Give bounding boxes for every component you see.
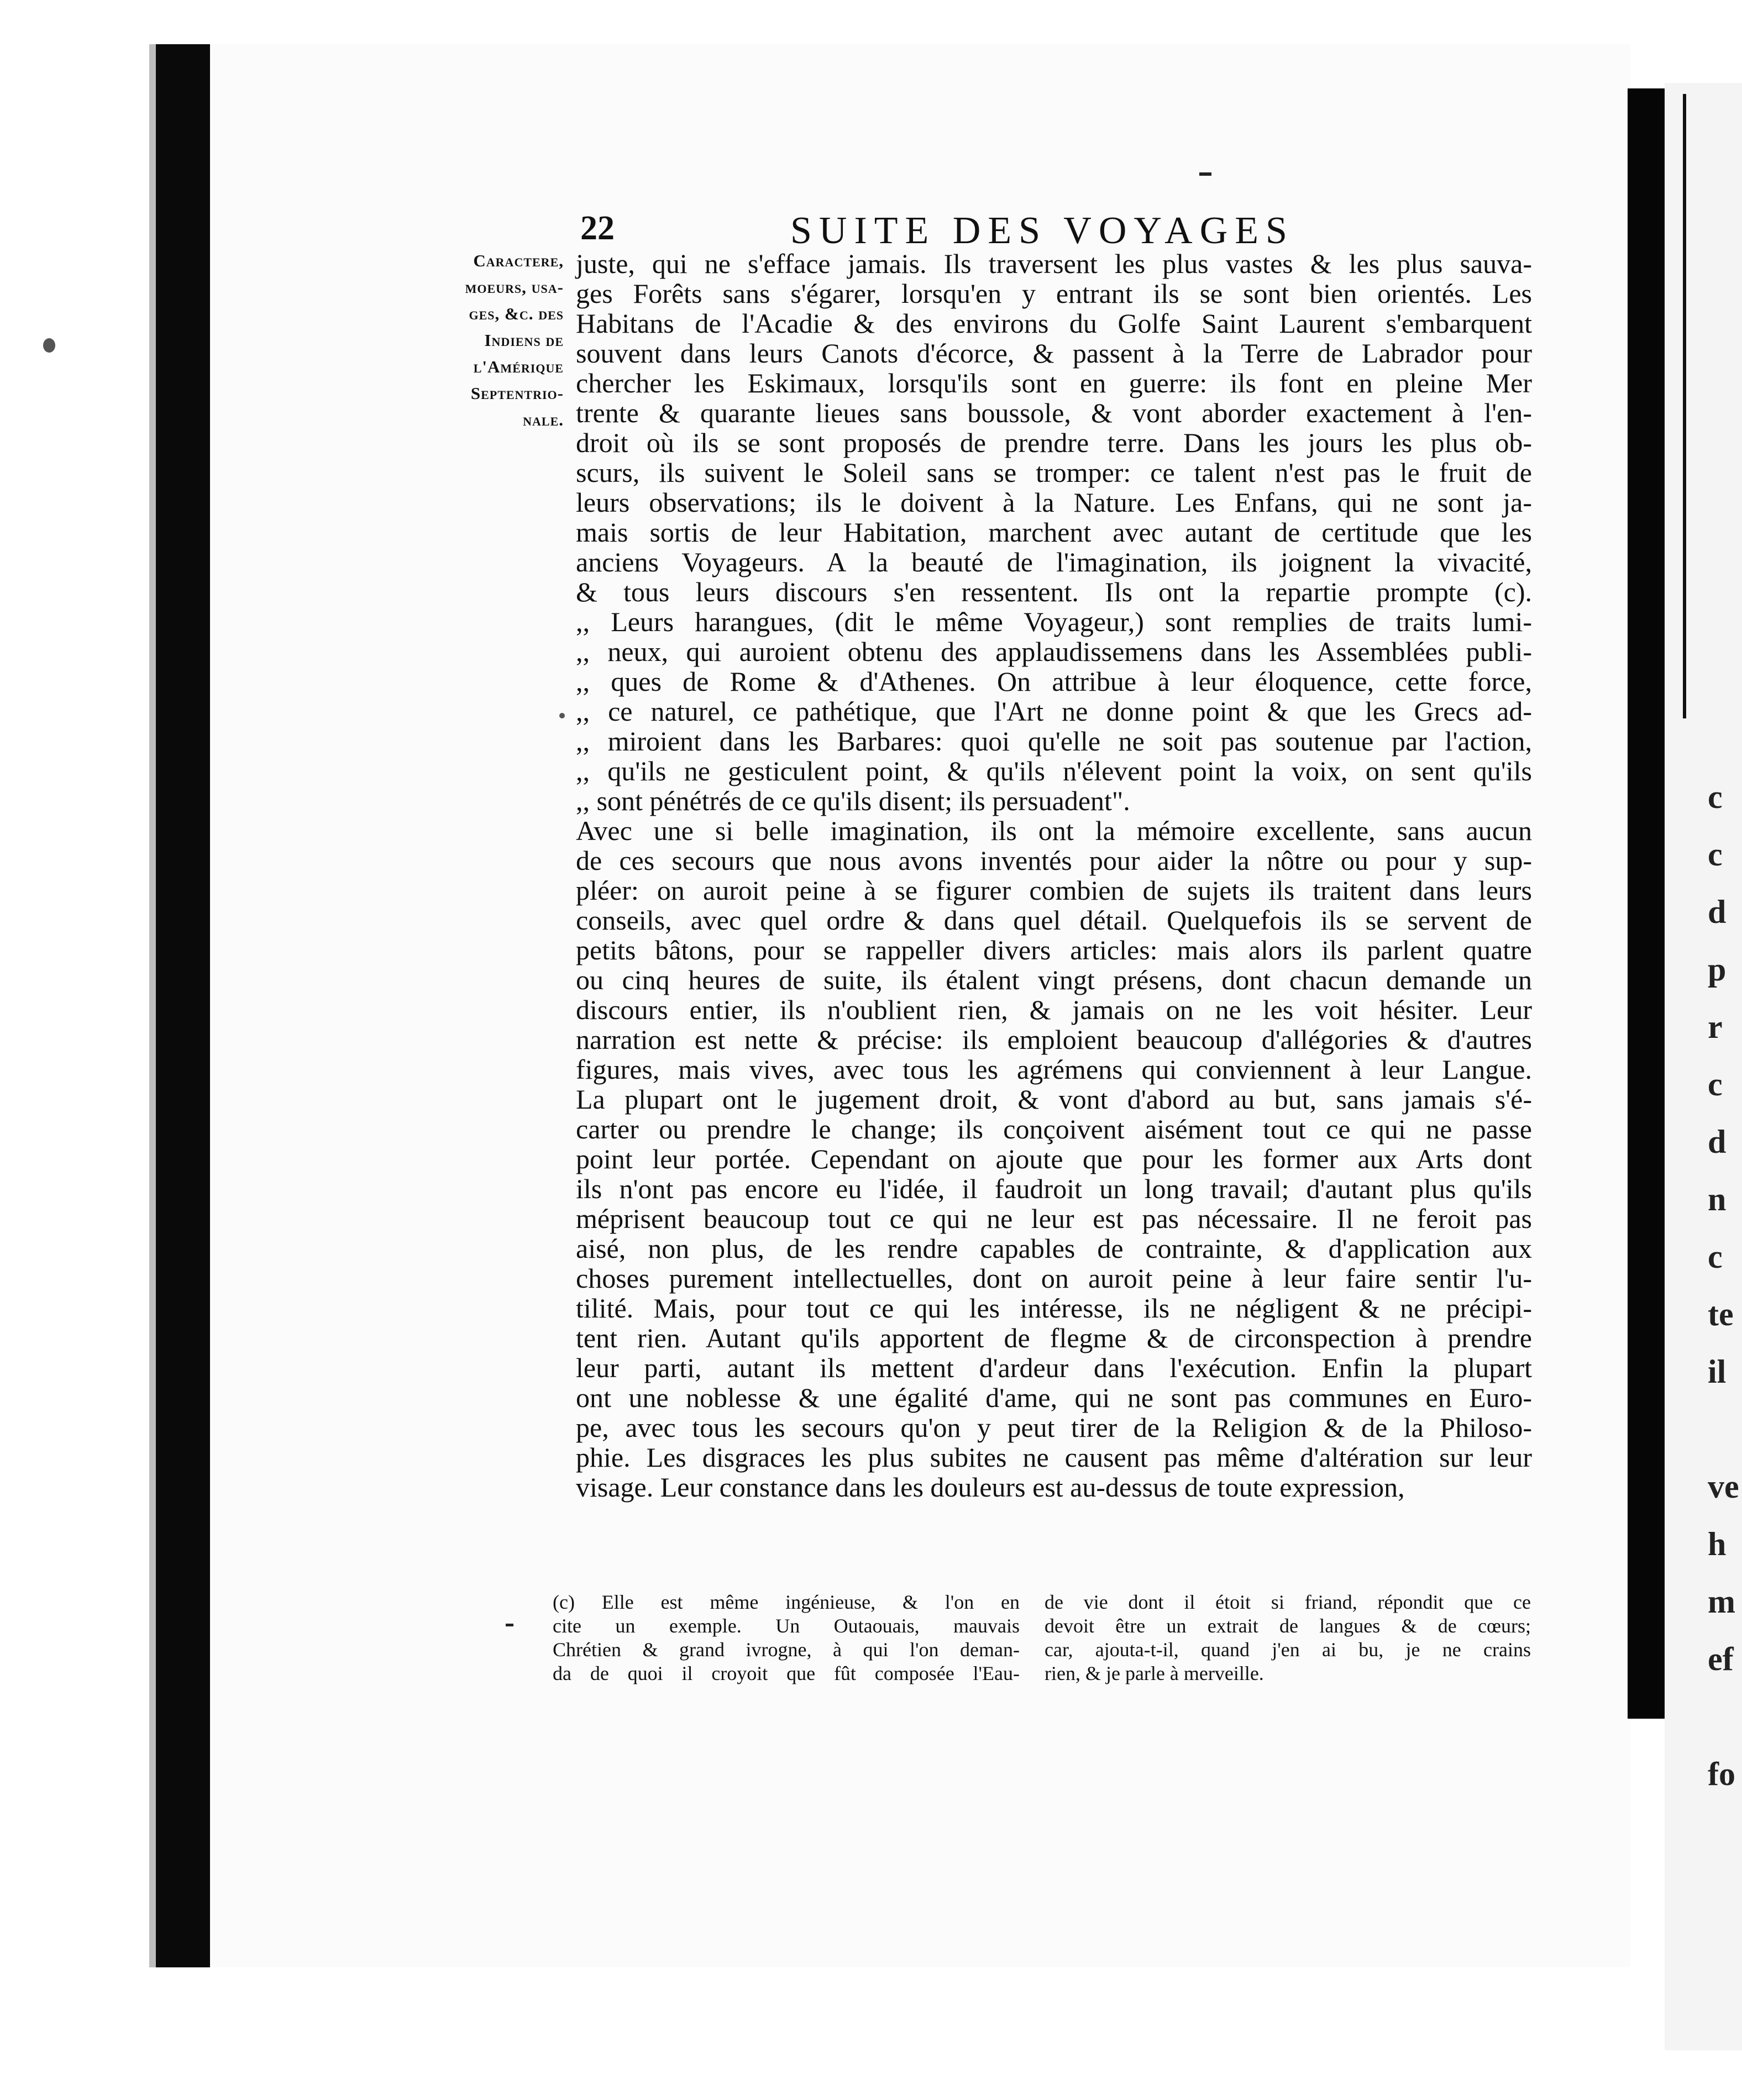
marginal-note-line: moeurs, usa-	[465, 277, 564, 297]
text-line: pléer: on auroit peine à se figurer combien de sujets ils traitent dans leurs	[576, 875, 1532, 906]
facing-page-fragment: d	[1708, 894, 1727, 930]
marginal-note-line: Caractere,	[473, 251, 564, 270]
text-line: scurs, ils suivent le Soleil sans se tromper: ce talent n'est pas le fruit de	[576, 457, 1532, 488]
text-line: carter ou prendre le change; ils conçoivent aisément tout ce qui ne passe	[576, 1114, 1532, 1144]
facing-page-fragment: h	[1708, 1526, 1727, 1562]
text-line: Habitans de l'Acadie & des environs du Golfe Saint Laurent s'embarquent	[576, 308, 1532, 339]
marginal-note-line: Indiens de	[484, 330, 564, 350]
footnote-line: (c) Elle est même ingénieuse, & l'on en	[553, 1591, 1020, 1613]
facing-page-fragment: n	[1708, 1181, 1727, 1217]
marginal-note	[419, 248, 564, 433]
text-line: chercher les Eskimaux, lorsqu'ils sont en guerre: ils font en pleine Mer	[576, 368, 1532, 398]
facing-page-fragment: fo	[1708, 1756, 1735, 1792]
text-line: anciens Voyageurs. A la beauté de l'imagination, ils joignent la vivacité,	[576, 547, 1532, 578]
footnote-line: Chrétien & grand ivrogne, à qui l'on deman-	[553, 1639, 1020, 1661]
text-line: tilité. Mais, pour tout ce qui les intéresse, ils ne négligent & ne précipi-	[576, 1293, 1532, 1324]
facing-page-fragment: ef	[1708, 1641, 1734, 1677]
facing-page-fragment	[1708, 1400, 1742, 1458]
facing-page-fragment: r	[1708, 1009, 1723, 1045]
marginal-note-line: nale.	[523, 410, 564, 429]
marginal-note-line: l'Amérique	[473, 357, 564, 376]
text-line: discours entier, ils n'oublient rien, & jamais on ne les voit hésiter. Leur	[576, 994, 1532, 1025]
facing-page-fragment: c	[1708, 779, 1723, 815]
marginal-note-line: Septentrio-	[470, 384, 564, 403]
text-line: souvent dans leurs Canots d'écorce, & passent à la Terre de Labrador pour	[576, 338, 1532, 369]
main-text-block	[576, 249, 1532, 1502]
text-line: La plupart ont le jugement droit, & vont d'abord au but, sans jamais s'é-	[576, 1084, 1532, 1115]
footnote-line: devoit être un extrait de langues & de cœurs;	[1045, 1615, 1531, 1637]
text-line: choses purement intellectuelles, dont on auroit peine à leur faire sentir l'u-	[576, 1263, 1532, 1294]
facing-page-fragment: c	[1708, 1238, 1723, 1275]
text-line: ont une noblesse & une égalité d'ame, qui ne sont pas communes en Euro-	[576, 1382, 1532, 1413]
page-number: 22	[580, 209, 615, 247]
text-line: ,, ques de Rome & d'Athenes. On attribue à leur éloquence, cette force,	[576, 666, 1532, 697]
text-line: ils n'ont pas encore eu l'idée, il faudroit un long travail; d'autant plus qu'ils	[576, 1173, 1532, 1204]
footnote-column-left	[553, 1590, 1020, 1686]
facing-page-gutter	[1628, 88, 1666, 1719]
text-line: leurs observations; ils le doivent à la Nature. Les Enfans, qui ne sont ja-	[576, 487, 1532, 518]
facing-page-fragment: te	[1708, 1296, 1734, 1332]
text-line: leur parti, autant ils mettent d'ardeur dans l'exécution. Enfin la plupart	[576, 1352, 1532, 1383]
text-line: tent rien. Autant qu'ils apportent de flegme & de circonspection à prendre	[576, 1322, 1532, 1353]
running-title: SUITE DES VOYAGES	[790, 209, 1294, 252]
text-line: pe, avec tous les secours qu'on y peut tirer de la Religion & de la Philoso-	[576, 1412, 1532, 1443]
text-line: droit où ils se sont proposés de prendre terre. Dans les jours les plus ob-	[576, 427, 1532, 458]
text-line: Avec une si belle imagination, ils ont la mémoire excellente, sans aucun	[576, 815, 1532, 846]
facing-page-fragment: il	[1708, 1353, 1727, 1390]
text-line: ,, sont pénétrés de ce qu'ils disent; ils persuadent".	[576, 785, 1130, 816]
text-line: conseils, avec quel ordre & dans quel détail. Quelquefois ils se servent de	[576, 905, 1532, 936]
text-line: ,, neux, qui auroient obtenu des applaudissemens dans les Assemblées publi-	[576, 636, 1532, 667]
footnote-line: car, ajouta-t-il, quand j'en ai bu, je ne crains	[1045, 1639, 1531, 1661]
text-line: figures, mais vives, avec tous les agrémens qui conviennent à leur Langue.	[576, 1054, 1532, 1085]
text-line: de ces secours que nous avons inventés pour aider la nôtre ou pour y sup-	[576, 845, 1532, 876]
facing-page-fragment	[1708, 1688, 1742, 1745]
text-line: narration est nette & précise: ils emploient beaucoup d'allégories & d'autres	[576, 1024, 1532, 1055]
text-line: ou cinq heures de suite, ils étalent vingt présens, dont chacun demande un	[576, 964, 1532, 995]
text-line: mais sortis de leur Habitation, marchent avec autant de certitude que les	[576, 517, 1532, 548]
facing-page-fragment: d	[1708, 1124, 1727, 1160]
text-line: juste, qui ne s'efface jamais. Ils traversent les plus vastes & les plus sauva-	[576, 248, 1532, 279]
text-line: ,, miroient dans les Barbares: quoi qu'elle ne soit pas soutenue par l'action,	[576, 726, 1532, 757]
margin-tick	[506, 1624, 513, 1626]
text-line: ,, qu'ils ne gesticulent point, & qu'ils n'élevent point la voix, on sent qu'ils	[576, 755, 1532, 786]
facing-page-column-rule	[1683, 94, 1742, 718]
text-line: visage. Leur constance dans les douleurs est au-dessus de toute expression,	[576, 1472, 1405, 1503]
footnote-line: da de quoi il croyoit que fût composée l'Eau-	[553, 1662, 1020, 1684]
binding-gutter	[156, 44, 211, 1967]
text-line: petits bâtons, pour se rappeller divers articles: mais alors ils parlent quatre	[576, 935, 1532, 965]
facing-page-fragment: c	[1708, 1066, 1723, 1102]
facing-page-text-fragments	[1708, 768, 1742, 1803]
marginal-note-line: ges, &c. des	[469, 304, 564, 323]
text-line: ges Forêts sans s'égarer, lorsqu'en y entrant ils se sont bien orientés. Les	[576, 278, 1532, 309]
facing-page-fragment: m	[1708, 1583, 1735, 1620]
text-line: point leur portée. Cependant on ajoute que pour les former aux Arts dont	[576, 1143, 1532, 1174]
text-line: trente & quarante lieues sans boussole, & vont aborder exactement à l'en-	[576, 397, 1532, 428]
text-line: phie. Les disgraces les plus subites ne causent pas même d'altération sur leur	[576, 1442, 1532, 1473]
text-line: ,, Leurs harangues, (dit le même Voyageur,) sont remplies de traits lumi-	[576, 606, 1532, 637]
facing-page-fragment: c	[1708, 836, 1723, 873]
ink-smudge	[43, 338, 55, 353]
footnote-column-right	[1045, 1590, 1531, 1686]
text-line: ,, ce naturel, ce pathétique, que l'Art ne donne point & que les Grecs ad-	[576, 696, 1532, 727]
text-line: aisé, non plus, de les rendre capables de contrainte, & d'application aux	[576, 1233, 1532, 1264]
footnote-line: cite un exemple. Un Outaouais, mauvais	[553, 1615, 1020, 1637]
text-line: & tous leurs discours s'en ressentent. Ils ont la repartie prompte (c).	[576, 576, 1532, 607]
text-line: méprisent beaucoup tout ce qui ne leur est pas nécessaire. Il ne feroit pas	[576, 1203, 1532, 1234]
ink-dot	[559, 713, 565, 718]
footnote-line: rien, & je parle à merveille.	[1045, 1662, 1264, 1684]
footnote-line: de vie dont il étoit si friand, répondit que ce	[1045, 1591, 1531, 1613]
top-mark	[1199, 172, 1211, 176]
facing-page-fragment: ve	[1708, 1468, 1739, 1505]
facing-page-fragment: p	[1708, 951, 1727, 988]
